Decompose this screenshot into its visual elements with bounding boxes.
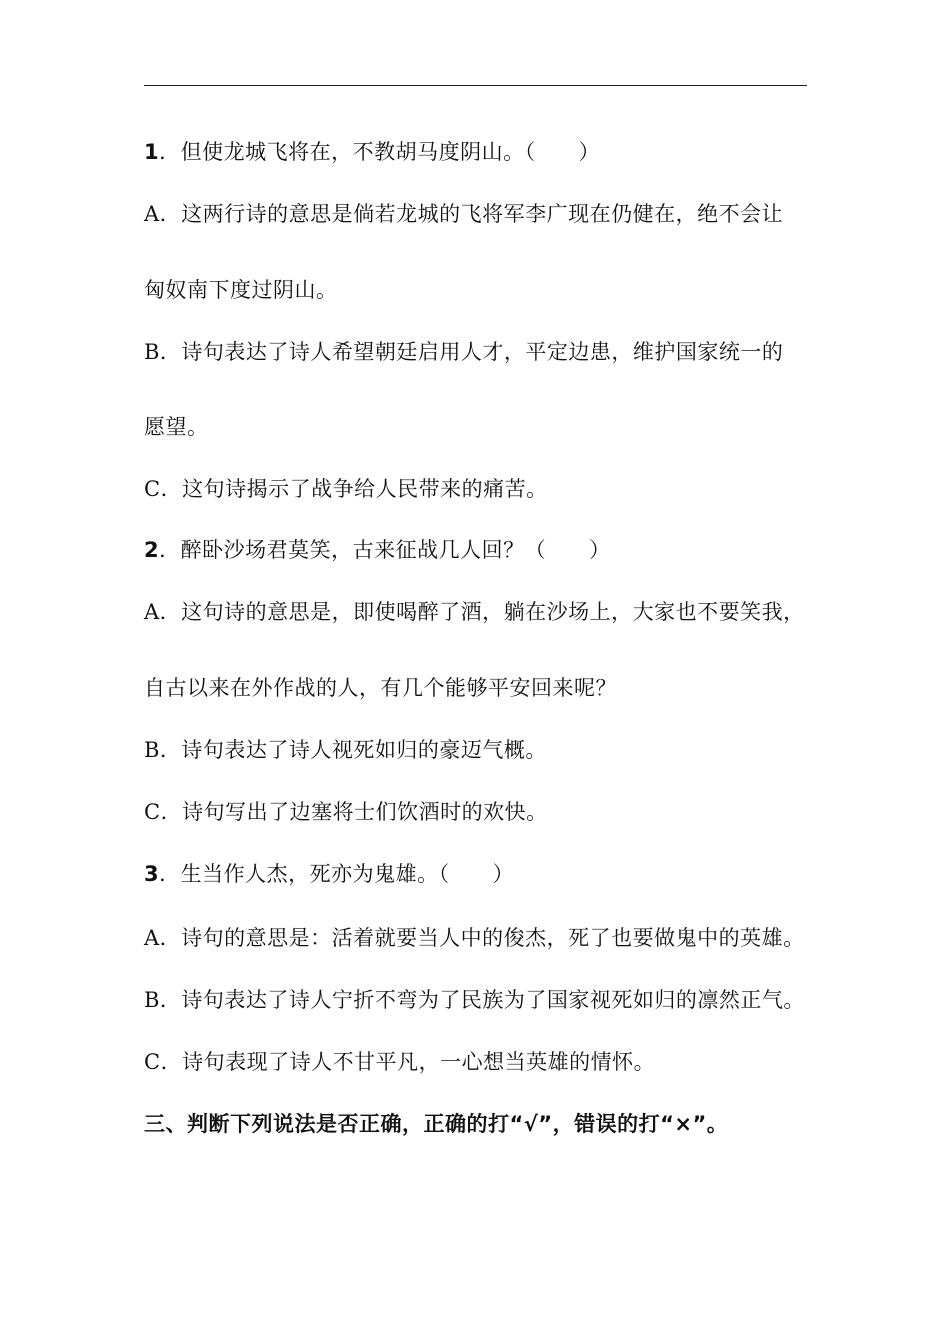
question-2-option-c: C．诗句写出了边塞将士们饮酒时的欢快。 (144, 800, 548, 824)
header-rule (144, 85, 807, 86)
question-2-option-b: B．诗句表达了诗人视死如归的豪迈气概。 (144, 738, 547, 762)
question-3-option-b: B．诗句表达了诗人宁折不弯为了民族为了国家视死如归的凛然正气。 (144, 988, 805, 1012)
question-1-option-a-cont: 匈奴南下度过阴山。 (144, 278, 338, 302)
question-3-stem (144, 860, 514, 888)
question-text: ．但使龙城飞将在，不教胡马度阴山。（ ） (159, 140, 601, 164)
question-text: ．醉卧沙场君莫笑，古来征战几人回？（ ） (159, 538, 611, 562)
question-1-option-b: B．诗句表达了诗人希望朝廷启用人才，平定边患，维护国家统一的 (144, 340, 784, 364)
question-1-option-a: A．这两行诗的意思是倘若龙城的飞将军李广现在仍健在，绝不会让 (144, 202, 784, 226)
question-number: 1 (144, 140, 160, 164)
question-3-option-a: A．诗句的意思是：活着就要当人中的俊杰，死了也要做鬼中的英雄。 (144, 926, 805, 950)
question-1-option-c: C．这句诗揭示了战争给人民带来的痛苦。 (144, 477, 548, 501)
section-3-heading: 三、判断下列说法是否正确，正确的打“√”，错误的打“×”。 (144, 1112, 729, 1136)
question-1-option-b-cont: 愿望。 (144, 415, 209, 439)
question-number: 2 (144, 538, 160, 562)
question-2-option-a: A．这句诗的意思是，即使喝醉了酒，躺在沙场上，大家也不要笑我， (144, 600, 805, 624)
question-3-option-c: C．诗句表现了诗人不甘平凡，一心想当英雄的情怀。 (144, 1050, 656, 1074)
question-2-option-a-cont: 自古以来在外作战的人，有几个能够平安回来呢？ (144, 676, 617, 700)
question-2-stem (144, 536, 611, 564)
question-1-stem (144, 138, 600, 166)
question-text: ．生当作人杰，死亦为鬼雄。（ ） (159, 862, 515, 886)
question-number: 3 (144, 862, 160, 886)
